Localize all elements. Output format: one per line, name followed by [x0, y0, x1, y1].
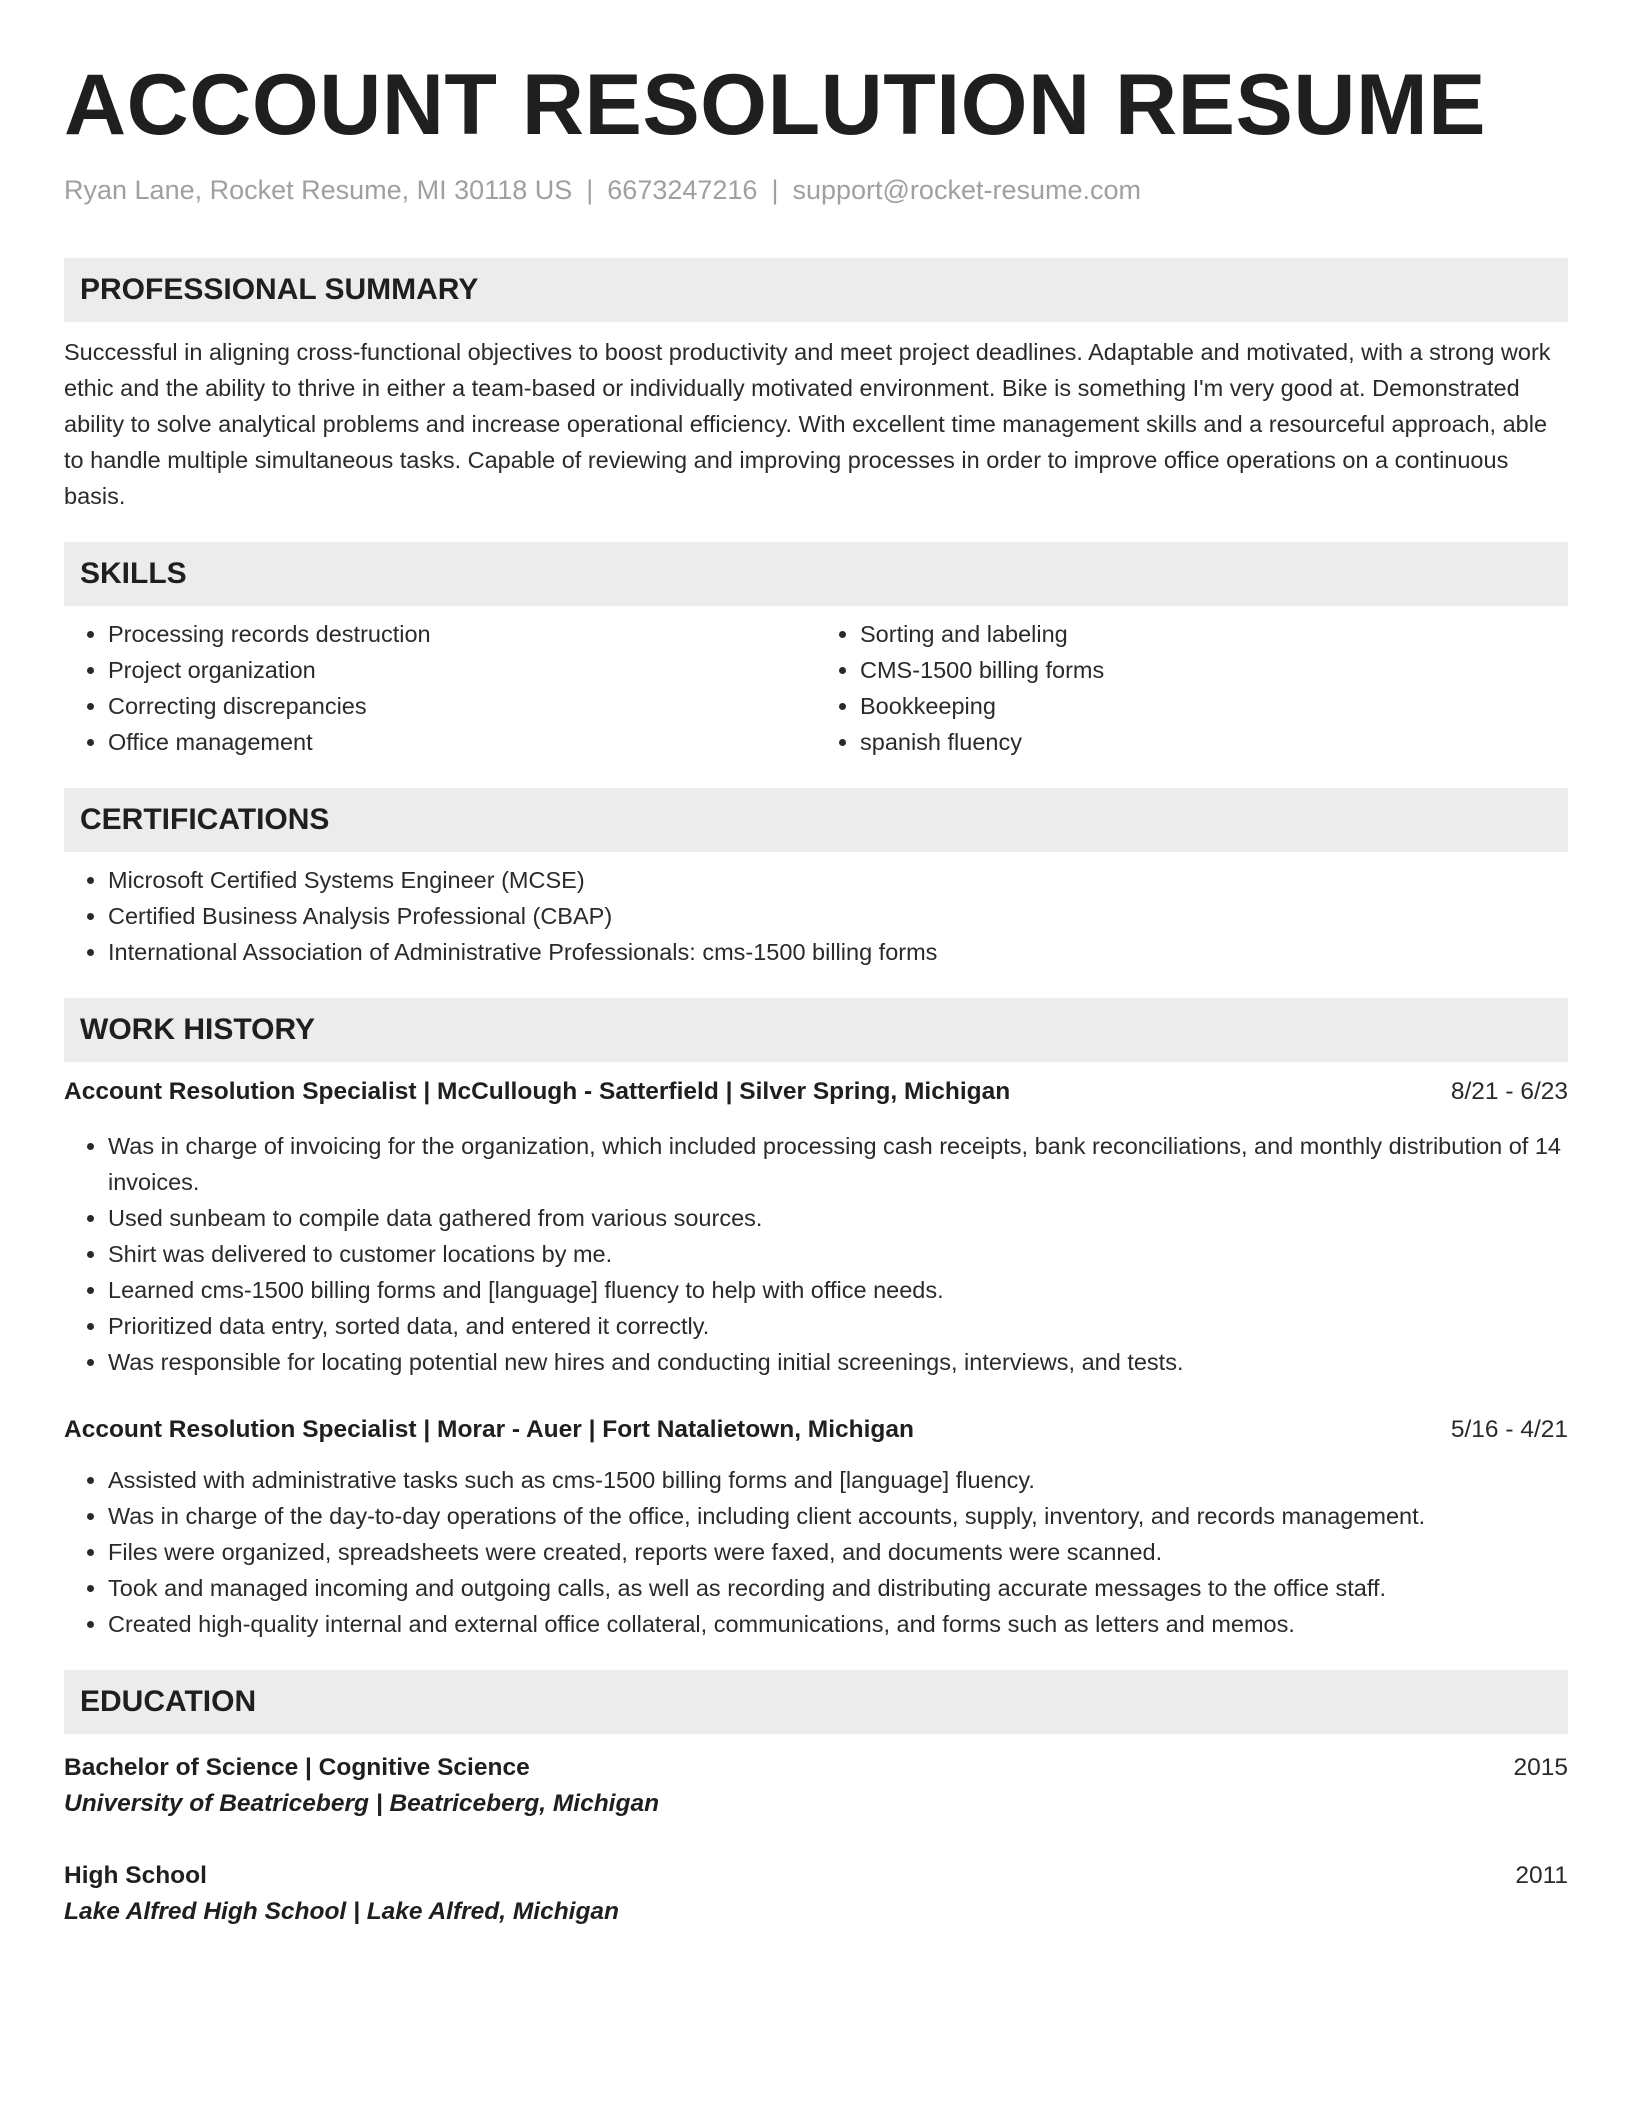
skill-item: • Correcting discrepancies — [108, 688, 816, 724]
skill-item: • CMS-1500 billing forms — [860, 652, 1568, 688]
job-bullet: • Created high-quality internal and external office collateral, communications, and forms such as letters and memos. — [108, 1606, 1568, 1642]
contact-email: support@rocket-resume.com — [792, 175, 1141, 205]
section-header-work-history: WORK HISTORY — [64, 998, 1568, 1062]
job-bullet: • Took and managed incoming and outgoing calls, as well as recording and distributing accurate messages to the office staff. — [108, 1570, 1568, 1606]
job-bullet: • Was responsible for locating potential new hires and conducting initial screenings, interviews, and tests. — [108, 1344, 1568, 1380]
job-entry — [64, 1074, 1568, 1380]
education-degree: Bachelor of Science | Cognitive Science — [64, 1754, 530, 1782]
education-entry — [64, 1750, 1568, 1822]
certifications-list — [64, 862, 1568, 970]
contact-phone: 6673247216 — [607, 175, 758, 205]
job-bullet: • Was in charge of invoicing for the organization, which included processing cash receipts, bank reconciliations, and monthly distribution of 14 invoices. — [108, 1128, 1568, 1200]
job-bullet: • Assisted with administrative tasks such as cms-1500 billing forms and [language] fluency. — [108, 1462, 1568, 1498]
skill-item: • spanish fluency — [860, 724, 1568, 760]
contact-line — [64, 174, 1568, 206]
section-header-certifications: CERTIFICATIONS — [64, 788, 1568, 852]
education-year: 2015 — [1513, 1754, 1568, 1782]
skills-list-right — [816, 616, 1568, 760]
section-header-summary: PROFESSIONAL SUMMARY — [64, 258, 1568, 322]
section-header-education: EDUCATION — [64, 1670, 1568, 1734]
job-header — [64, 1412, 1568, 1448]
job-bullet: • Shirt was delivered to customer locations by me. — [108, 1236, 1568, 1272]
skill-item: • Project organization — [108, 652, 816, 688]
contact-separator: | — [771, 175, 779, 205]
job-dates: 5/16 - 4/21 — [1450, 1416, 1568, 1444]
contact-separator: | — [586, 175, 594, 205]
job-bullet: • Was in charge of the day-to-day operations of the office, including client accounts, supply, inventory, and records management. — [108, 1498, 1568, 1534]
education-header — [64, 1750, 1568, 1786]
skill-item: • Processing records destruction — [108, 616, 816, 652]
education-school: University of Beatriceberg | Beatriceberg, Michigan — [64, 1790, 660, 1818]
skill-item: • Bookkeeping — [860, 688, 1568, 724]
job-title: Account Resolution Specialist | Morar - Auer | Fort Natalietown, Michigan — [64, 1416, 914, 1444]
education-school: Lake Alfred High School | Lake Alfred, Michigan — [64, 1898, 620, 1926]
job-bullet: • Prioritized data entry, sorted data, and entered it correctly. — [108, 1308, 1568, 1344]
job-bullets — [64, 1128, 1568, 1380]
certification-item: • Microsoft Certified Systems Engineer (MCSE) — [108, 862, 1568, 898]
education-header — [64, 1858, 1568, 1894]
section-header-skills: SKILLS — [64, 542, 1568, 606]
resume-title: ACCOUNT RESOLUTION RESUME — [64, 57, 1486, 153]
job-bullet: • Learned cms-1500 billing forms and [language] fluency to help with office needs. — [108, 1272, 1568, 1308]
job-dates: 8/21 - 6/23 — [1450, 1078, 1568, 1106]
certification-item: • International Association of Administrative Professionals: cms-1500 billing forms — [108, 934, 1568, 970]
job-entry — [64, 1412, 1568, 1642]
job-bullet: • Used sunbeam to compile data gathered from various sources. — [108, 1200, 1568, 1236]
skills-list-left — [64, 616, 816, 760]
certification-item: • Certified Business Analysis Professional (CBAP) — [108, 898, 1568, 934]
job-title: Account Resolution Specialist | McCullough - Satterfield | Silver Spring, Michigan — [64, 1078, 1011, 1106]
education-entry — [64, 1858, 1568, 1930]
summary-text: Successful in aligning cross-functional objectives to boost productivity and meet project deadlines. Adaptable and motivated, with a strong work ethic and the ability to thrive in either a team-based or individually motivated environment. Bike is something I'm very good at. Demonstrated ability to solve analytical problems and increase operational efficiency. With excellent time management skills and a resourceful approach, able to handle multiple simultaneous tasks. Capable of reviewing and improving processes in order to improve office operations on a continuous basis. — [64, 339, 1551, 510]
skill-item: • Office management — [108, 724, 816, 760]
contact-address: Ryan Lane, Rocket Resume, MI 30118 US — [64, 175, 573, 205]
skills-grid — [64, 616, 1568, 760]
education-degree: High School — [64, 1862, 207, 1890]
skill-item: • Sorting and labeling — [860, 616, 1568, 652]
job-bullet: • Files were organized, spreadsheets were created, reports were faxed, and documents were scanned. — [108, 1534, 1568, 1570]
job-header — [64, 1074, 1568, 1110]
job-bullets — [64, 1462, 1568, 1642]
education-year: 2011 — [1515, 1862, 1568, 1890]
